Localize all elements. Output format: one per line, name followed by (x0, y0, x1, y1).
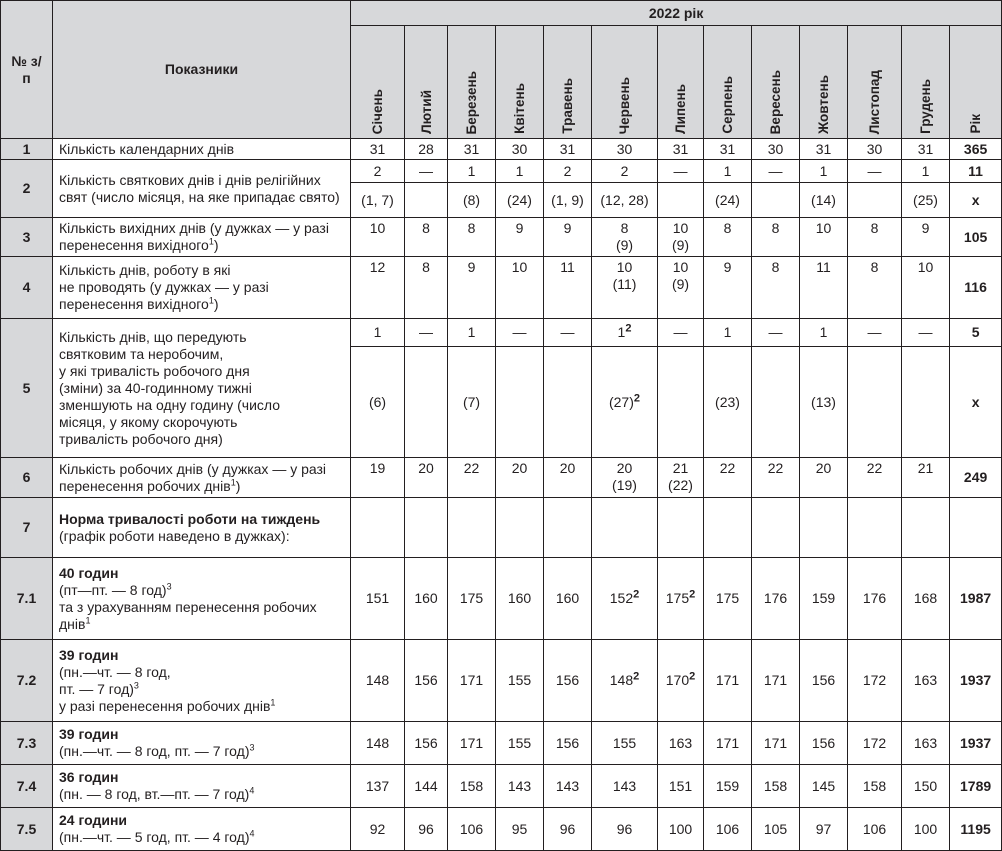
cell: 155 (496, 640, 544, 722)
row-number: 4 (1, 257, 53, 319)
cell: 1 (800, 319, 848, 347)
cell: 106 (704, 808, 752, 851)
cell: (1, 9) (544, 183, 592, 218)
row-number: 3 (1, 218, 53, 257)
cell: 151 (351, 558, 405, 640)
total-cell: 11 (950, 160, 1002, 183)
row-label: Кількість робочих днів (у дужках — у разі перенесення робочих днів$^1$) (53, 458, 351, 498)
cell: 105 (752, 808, 800, 851)
cell: 159 (800, 558, 848, 640)
cell: $148^2$ (592, 640, 658, 722)
cell: — (752, 160, 800, 183)
cell: 176 (752, 558, 800, 640)
row-number: 7.3 (1, 722, 53, 765)
cell: 22 (704, 458, 752, 498)
cell: 100 (658, 808, 704, 851)
cell: 1 (351, 319, 405, 347)
cell: 172 (848, 722, 902, 765)
total-cell: х (950, 183, 1002, 218)
total-cell: 1937 (950, 640, 1002, 722)
cell: 156 (544, 722, 592, 765)
table-row (1, 257, 1002, 319)
cell: — (658, 160, 704, 183)
row-label: 39 годин (пн.—чт. — 8 год, пт. — 7 год)$^3$ у разі перенесення робочих днів$^1$ (53, 640, 351, 722)
cell (848, 183, 902, 218)
cell: 9 (704, 257, 752, 319)
cell: 144 (405, 765, 448, 808)
cell: 150 (902, 765, 950, 808)
cell: 9 (902, 218, 950, 257)
cell: 1 (902, 160, 950, 183)
cell: 12 (351, 257, 405, 319)
cell: 158 (448, 765, 496, 808)
cell: 158 (752, 765, 800, 808)
cell (544, 347, 592, 458)
cell: 9 (496, 218, 544, 257)
cell: 155 (592, 722, 658, 765)
table-row (1, 139, 1002, 160)
cell: 10 (496, 257, 544, 319)
cell: 21 (902, 458, 950, 498)
header-month: Грудень (902, 26, 950, 139)
cell: 20 (19) (592, 458, 658, 498)
cell: 8 (848, 257, 902, 319)
cell: 96 (405, 808, 448, 851)
cell: 2 (592, 160, 658, 183)
row-label: 39 годин (пн.—чт. — 8 год, пт. — 7 год)$^3$ (53, 722, 351, 765)
cell: 163 (902, 640, 950, 722)
cell (405, 183, 448, 218)
header-month: Листопад (848, 26, 902, 139)
header-month: Липень (658, 26, 704, 139)
cell (902, 347, 950, 458)
cell: 1 (800, 160, 848, 183)
cell: 8 (848, 218, 902, 257)
cell: (6) (351, 347, 405, 458)
cell: 158 (848, 765, 902, 808)
cell: 156 (405, 640, 448, 722)
cell: 20 (405, 458, 448, 498)
row-number: 5 (1, 319, 53, 458)
cell: 156 (405, 722, 448, 765)
cell: 163 (658, 722, 704, 765)
cell: — (848, 319, 902, 347)
table-row (1, 498, 1002, 558)
cell: 97 (800, 808, 848, 851)
cell: 21 (22) (658, 458, 704, 498)
header-month: Вересень (752, 26, 800, 139)
row-label: 36 годин (пн. — 8 год, вт.—пт. — 7 год)$^4$ (53, 765, 351, 808)
cell: (7) (448, 347, 496, 458)
cell: — (902, 319, 950, 347)
cell: (13) (800, 347, 848, 458)
cell: 22 (752, 458, 800, 498)
cell: — (405, 319, 448, 347)
cell: 171 (752, 722, 800, 765)
total-cell: х (950, 347, 1002, 458)
cell: — (658, 319, 704, 347)
header-month: Березень (448, 26, 496, 139)
cell: 171 (448, 640, 496, 722)
cell: 96 (592, 808, 658, 851)
cell: 171 (704, 722, 752, 765)
cell (496, 347, 544, 458)
cell: 20 (800, 458, 848, 498)
cell (658, 183, 704, 218)
row-number: 7.1 (1, 558, 53, 640)
header-year: 2022 рік (351, 1, 1002, 26)
cell: 9 (448, 257, 496, 319)
cell: 156 (800, 722, 848, 765)
row-number: 7.5 (1, 808, 53, 851)
cell: 8 (405, 257, 448, 319)
header-month: Квітень (496, 26, 544, 139)
cell: 10 (800, 218, 848, 257)
table-row (1, 558, 1002, 640)
cell: 11 (800, 257, 848, 319)
cell: 20 (496, 458, 544, 498)
cell: 11 (544, 257, 592, 319)
cell: 31 (448, 139, 496, 160)
cell: 1 (496, 160, 544, 183)
cell: 10 (9) (658, 218, 704, 257)
cell: 30 (592, 139, 658, 160)
header-month: Серпень (704, 26, 752, 139)
cell: 8 (448, 218, 496, 257)
total-cell: 1195 (950, 808, 1002, 851)
header-num: № з/п (1, 1, 53, 139)
cell: — (752, 319, 800, 347)
cell: 171 (752, 640, 800, 722)
table-row (1, 458, 1002, 498)
cell: 137 (351, 765, 405, 808)
table-row (1, 722, 1002, 765)
cell: 28 (405, 139, 448, 160)
cell: 2 (351, 160, 405, 183)
cell: 1 (448, 319, 496, 347)
cell: (24) (704, 183, 752, 218)
row-number: 6 (1, 458, 53, 498)
cell: 172 (848, 640, 902, 722)
row-label: 24 години (пн.—чт. — 5 год, пт. — 4 год)$^4$ (53, 808, 351, 851)
cell: 160 (544, 558, 592, 640)
cell: 8 (405, 218, 448, 257)
cell: 106 (848, 808, 902, 851)
cell: (12, 28) (592, 183, 658, 218)
row-number: 1 (1, 139, 53, 160)
cell: $152^2$ (592, 558, 658, 640)
cell: 100 (902, 808, 950, 851)
header-indicators: Показники (53, 1, 351, 139)
cell: 31 (704, 139, 752, 160)
cell: $175^2$ (658, 558, 704, 640)
cell (658, 347, 704, 458)
header-month: Жовтень (800, 26, 848, 139)
cell: 156 (544, 640, 592, 722)
cell: 159 (704, 765, 752, 808)
row-number: 7.2 (1, 640, 53, 722)
row-label: Кількість днів, що передують святковим та неробочим, у які тривалість робочого дня (зміни) за 40-годинному тижні зменшують на одну годину (число місяця, у якому скорочують тривалість робочого дня) (53, 319, 351, 458)
cell (848, 347, 902, 458)
cell: 106 (448, 808, 496, 851)
cell: 22 (848, 458, 902, 498)
cell: (14) (800, 183, 848, 218)
cell: 151 (658, 765, 704, 808)
cell: 155 (496, 722, 544, 765)
cell: 30 (752, 139, 800, 160)
total-cell: 1937 (950, 722, 1002, 765)
cell (752, 347, 800, 458)
cell: $1^2$ (592, 319, 658, 347)
cell: 1 (704, 319, 752, 347)
cell: (25) (902, 183, 950, 218)
cell: 31 (544, 139, 592, 160)
row-number: 7 (1, 498, 53, 558)
cell: 148 (351, 722, 405, 765)
total-cell: 105 (950, 218, 1002, 257)
header-month: Лютий (405, 26, 448, 139)
cell: — (496, 319, 544, 347)
cell: (24) (496, 183, 544, 218)
cell: — (848, 160, 902, 183)
cell: 10 (351, 218, 405, 257)
cell: (8) (448, 183, 496, 218)
cell (752, 183, 800, 218)
row-label: Норма тривалості роботи на тиждень (графік роботи наведено в дужках): (53, 498, 351, 558)
cell: 96 (544, 808, 592, 851)
total-cell: 1789 (950, 765, 1002, 808)
cell: 95 (496, 808, 544, 851)
cell: 163 (902, 722, 950, 765)
cell: 8 (9) (592, 218, 658, 257)
cell: $(27)^2$ (592, 347, 658, 458)
cell: — (405, 160, 448, 183)
cell: 171 (704, 640, 752, 722)
total-cell: 249 (950, 458, 1002, 498)
cell: (1, 7) (351, 183, 405, 218)
total-cell: 5 (950, 319, 1002, 347)
row-label: Кількість календарних днів (53, 139, 351, 160)
cell: $170^2$ (658, 640, 704, 722)
header-month: Червень (592, 26, 658, 139)
cell: 148 (351, 640, 405, 722)
cell: 175 (448, 558, 496, 640)
total-cell: 365 (950, 139, 1002, 160)
total-cell: 1987 (950, 558, 1002, 640)
header-total: Рік (950, 26, 1002, 139)
cell: 31 (800, 139, 848, 160)
cell: 31 (658, 139, 704, 160)
row-label: 40 годин (пт—пт. — 8 год)$^3$ та з урахуванням перенесення робочих днів$^1$ (53, 558, 351, 640)
cell: 20 (544, 458, 592, 498)
cell: 9 (544, 218, 592, 257)
row-label: Кількість святкових днів і днів релігійних свят (число місяця, на яке припадає свято) (53, 160, 351, 218)
table-row (1, 765, 1002, 808)
table-row (1, 319, 1002, 347)
row-label: Кількість днів, роботу в які не проводять (у дужках — у разі перенесення вихідного$^1$) (53, 257, 351, 319)
row-number: 7.4 (1, 765, 53, 808)
cell: 160 (405, 558, 448, 640)
cell: 156 (800, 640, 848, 722)
cell: 10 (11) (592, 257, 658, 319)
header-month: Січень (351, 26, 405, 139)
cell: 176 (848, 558, 902, 640)
cell: 145 (800, 765, 848, 808)
cell: 143 (496, 765, 544, 808)
cell: 143 (592, 765, 658, 808)
cell: 1 (448, 160, 496, 183)
cell: 19 (351, 458, 405, 498)
header-month: Травень (544, 26, 592, 139)
cell: 92 (351, 808, 405, 851)
cell: 2 (544, 160, 592, 183)
row-number: 2 (1, 160, 53, 218)
cell: (23) (704, 347, 752, 458)
cell: 22 (448, 458, 496, 498)
table-row (1, 218, 1002, 257)
cell: 8 (752, 218, 800, 257)
cell: 8 (752, 257, 800, 319)
cell: 30 (848, 139, 902, 160)
cell: 1 (704, 160, 752, 183)
cell: 10 (902, 257, 950, 319)
table-row (1, 160, 1002, 183)
cell: 160 (496, 558, 544, 640)
cell: 143 (544, 765, 592, 808)
cell: 175 (704, 558, 752, 640)
cell: 168 (902, 558, 950, 640)
cell: 10 (9) (658, 257, 704, 319)
cell: 171 (448, 722, 496, 765)
cell: 30 (496, 139, 544, 160)
cell (405, 347, 448, 458)
cell: — (544, 319, 592, 347)
table-row (1, 640, 1002, 722)
cell: 31 (351, 139, 405, 160)
cell: 8 (704, 218, 752, 257)
row-label: Кількість вихідних днів (у дужках — у разі перенесення вихідного$^1$) (53, 218, 351, 257)
table-row (1, 808, 1002, 851)
total-cell: 116 (950, 257, 1002, 319)
cell: 31 (902, 139, 950, 160)
